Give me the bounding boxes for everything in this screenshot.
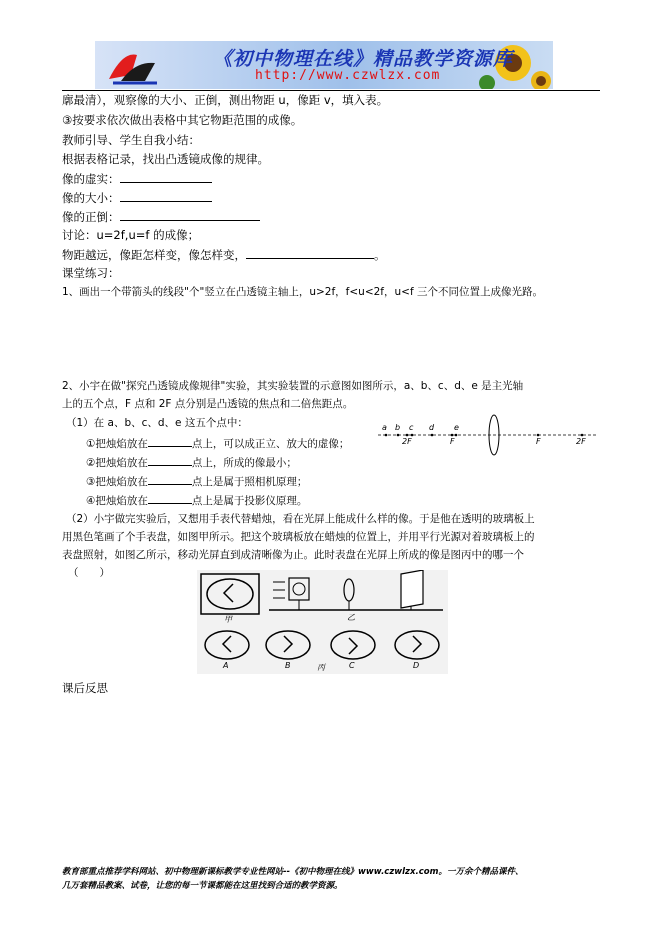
site-logo-icon [103,45,163,87]
footer-line-1: 教育部重点推荐学科网站、初中物理新课标教学专业性网站--《初中物理在线》www.czwlzx.com。一万余个精品课件、 [62,867,524,877]
figure-bing-label: 丙 [317,663,325,672]
reflection-heading: 课后反思 [62,681,108,695]
exercise-2-part2-line1: （2）小宇做完实验后，又想用手表代替蜡烛，看在光屏上能成什么样的像。于是他在透明的玻璃板上 [66,513,535,525]
point-d-label: d [429,423,435,432]
text-line: 教师引导、学生自我小结： [62,133,200,147]
question-text: 点上，可以成正立、放大的虚像； [191,438,350,450]
text-line: 廓最清），观察像的大小、正倒，测出物距 u，像距 v，填入表。 [62,93,389,107]
question-text: ①把烛焰放在 [86,438,148,450]
banner-url: http://www.czwlzx.com [255,68,441,83]
answer-choice-bracket: （ ） [68,567,110,579]
point-f-left-label: F [450,437,455,446]
sub-question-3 [86,473,307,489]
answer-blank[interactable] [246,247,374,259]
question-text: ②把烛焰放在 [86,457,148,469]
blank-line-size [62,190,212,205]
point-c-label: c [409,423,414,432]
lens-diagram [376,413,600,465]
option-a-label: A [223,661,229,670]
footer-line-2: 几万套精品教案、试卷，让您的每一节课都能在这里找到合适的教学资源。 [62,881,343,891]
answer-blank[interactable] [148,473,192,485]
banner-title: 《初中物理在线》精品教学资源库 [213,48,514,70]
sub-question-2 [86,454,297,470]
exercise-2-part1: （1）在 a、b、c、d、e 这五个点中： [66,417,248,429]
answer-blank[interactable] [120,209,260,221]
figure-jia-label: 甲 [224,615,232,624]
text-line: 讨论：u=2f,u=f 的成像； [62,228,200,242]
answer-blank[interactable] [148,435,192,447]
exercise-2-part2-line2: 用黑色笔画了个手表盘，如图甲所示。把这个玻璃板放在蜡烛的位置上，并用平行光源对着玻璃板上的 [62,531,535,543]
label-size: 像的大小： [62,191,120,205]
question-text: 点上是属于照相机原理； [191,476,308,488]
watch-figure-drawing [197,570,448,674]
watch-projection-figure [197,570,448,674]
answer-blank[interactable] [120,190,212,202]
point-b-label: b [395,423,401,432]
header-banner [95,41,553,89]
point-f-right-label: F [536,437,541,446]
point-2f-left-label: 2F [402,437,412,446]
point-2f-right-label: 2F [576,437,586,446]
question-text: 点上，所成的像最小； [191,457,297,469]
question-text: ③把烛焰放在 [86,476,148,488]
option-c-label: C [349,661,355,670]
option-d-label: D [413,661,420,670]
question-text: 点上是属于投影仪原理。 [191,495,308,507]
blank-line-orientation [62,209,260,224]
answer-blank[interactable] [148,492,192,504]
question-text: 物距越远，像距怎样变，像怎样变， [62,248,246,262]
text-line: ③按要求依次做出表格中其它物距范围的成像。 [62,113,303,127]
point-e-label: e [454,423,459,432]
sub-question-4 [86,492,307,508]
exercise-2-part2-line3: 表盘照射，如图乙所示，移动光屏直到成清晰像为止。此时表盘在光屏上所成的像是图丙中的哪一个 [62,549,524,561]
header-divider [62,90,600,91]
option-b-label: B [285,661,291,670]
answer-blank[interactable] [120,171,212,183]
point-a-label: a [382,423,387,432]
period: 。 [374,248,386,262]
question-text: ④把烛焰放在 [86,495,148,507]
blank-line-virtual-real [62,171,212,186]
answer-blank[interactable] [148,454,192,466]
exercise-2-line1: 2、小宇在做"探究凸透镜成像规律"实验，其实验装置的示意图如图所示，a、b、c、d、e 是主光轴 [62,380,524,392]
sub-question-1 [86,435,349,451]
text-line: 根据表格记录，找出凸透镜成像的规律。 [62,152,269,166]
exercise-2-line2: 上的五个点，F 点和 2F 点分别是凸透镜的焦点和二倍焦距点。 [62,398,354,410]
label-orientation: 像的正倒： [62,210,120,224]
label-virtual-real: 像的虚实： [62,172,120,186]
section-heading: 课堂练习： [62,266,120,280]
figure-yi-label: 乙 [347,613,355,622]
exercise-1: 1、画出一个带箭头的线段"个"竖立在凸透镜主轴上，u>2f，f<u<2f，u<f 三个不同位置上成像光路。 [62,286,543,298]
blank-line-distance [62,247,386,262]
